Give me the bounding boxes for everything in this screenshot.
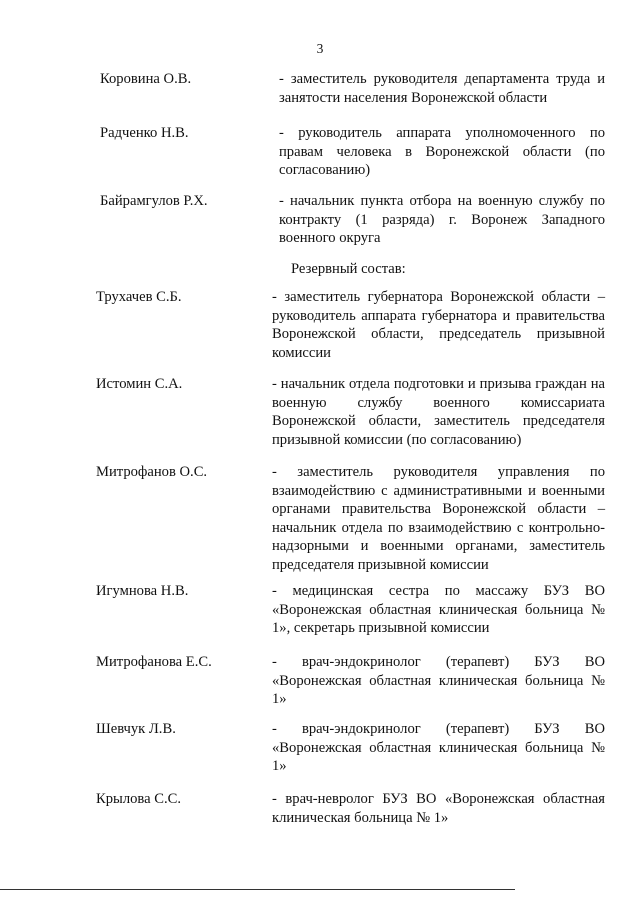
person-position: - врач-невролог БУЗ ВО «Воронежская областная клиническая больница № 1» [272,791,605,826]
person-name: Митрофанов О.С. [96,464,208,480]
person-name: Игумнова Н.В. [96,583,189,599]
person-position: - заместитель руководителя департамента труда и занятости населения Воронежской области [279,71,605,106]
person-name: Радченко Н.В. [100,125,189,141]
person-position: - врач-эндокринолог (терапевт) БУЗ ВО «Воронежская областная клиническая больница № 1» [272,721,605,774]
person-position: - начальник пункта отбора на военную службу по контракту (1 разряда) г. Воронеж Западного военного округа [279,193,605,246]
person-position: - врач-эндокринолог (терапевт) БУЗ ВО «Воронежская областная клиническая больница № 1» [272,654,605,707]
person-position: - заместитель губернатора Воронежской области – руководитель аппарата губернатора и правительства Воронежской области, председатель призывной комиссии [272,289,605,361]
person-name: Крылова С.С. [96,791,182,807]
person-position: - руководитель аппарата уполномоченного по правам человека в Воронежской области (по согласованию) [279,125,605,178]
person-name: Коровина О.В. [100,71,192,87]
person-name: Трухачев С.Б. [96,289,182,305]
person-name: Истомин С.А. [96,376,183,392]
person-name: Митрофанова Е.С. [96,654,212,670]
bottom-rule [0,889,515,890]
page-number: 3 [316,41,324,56]
person-position: - начальник отдела подготовки и призыва граждан на военную службу военного комиссариата Воронежской области, заместитель председателя призывной комиссии (по согласованию) [272,376,605,448]
person-position: - заместитель руководителя управления по взаимодействию с административными и военными органами правительства Воронежской области – начальник отдела по взаимодействию с контрольно-надзорными и военными органами, заместитель председателя призывной комиссии [272,464,605,573]
person-name: Шевчук Л.В. [96,721,176,737]
section-heading: Резервный состав: [291,261,406,277]
person-name: Байрамгулов Р.Х. [100,193,208,209]
person-position: - медицинская сестра по массажу БУЗ ВО «Воронежская областная клиническая больница № 1», секретарь призывной комиссии [272,583,605,636]
